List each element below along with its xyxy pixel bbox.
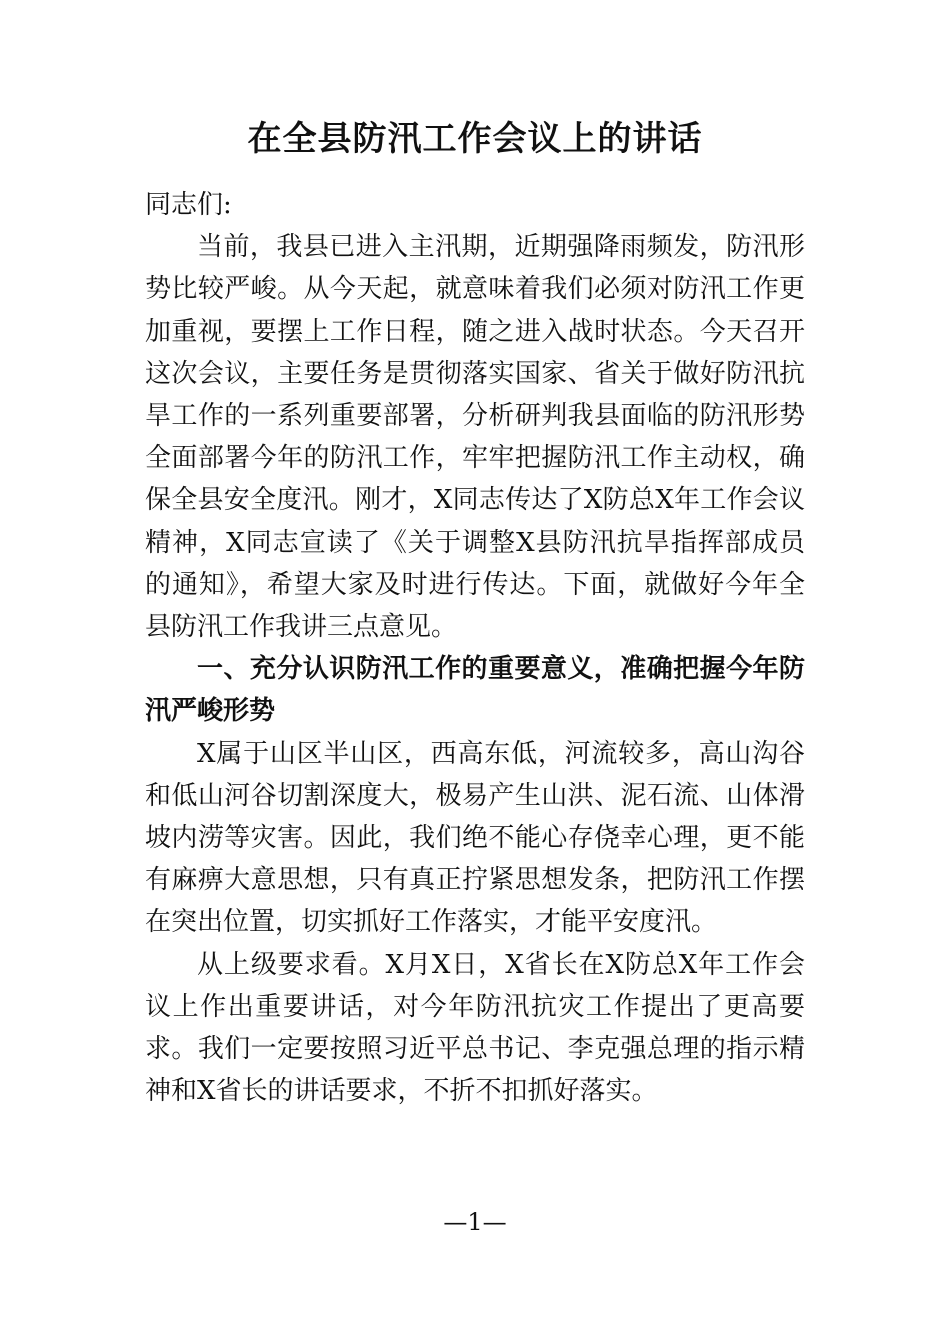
section-paragraph: 从上级要求看。X月X日，X省长在X防总X年工作会议上作出重要讲话，对今年防汛抗灾工作提出了更高要求。我们一定要按照习近平总书记、李克强总理的指示精神和X省长的讲话要求，不折不扣抓好落实。 [145,949,805,1107]
section-heading: 一、充分认识防汛工作的重要意义，准确把握今年防汛严峻形势 [145,654,805,727]
salutation: 同志们: [145,190,232,220]
intro-paragraph: 当前，我县已进入主汛期，近期强降雨频发，防汛形势比较严峻。从今天起，就意味着我们必须对防汛工作更加重视，要摆上工作日程，随之进入战时状态。今天召开这次会议，主要任务是贯彻落实国家、省关于做好防汛抗旱工作的一系列重要部署，分析研判我县面临的防汛形势全面部署今年的防汛工作，牢牢把握防汛工作主动权，确保全县安全度汛。刚才，X同志传达了X防总X年工作会议精神，X同志宣读了《关于调整X县防汛抗旱指挥部成员的通知》，希望大家及时进行传达。下面，就做好今年全县防汛工作我讲三点意见。 [145,232,805,643]
document-title: 在全县防汛工作会议上的讲话 [247,119,703,159]
page-number: —1— [443,1208,507,1236]
section-paragraph: X属于山区半山区，西高东低，河流较多，高山沟谷和低山河谷切割深度大，极易产生山洪、泥石流、山体滑坡内涝等灾害。因此，我们绝不能心存侥幸心理，更不能有麻痹大意思想，只有真正拧紧思想发条，把防汛工作摆在突出位置，切实抓好工作落实，才能平安度汛。 [145,738,805,938]
document-body [145,184,805,1112]
